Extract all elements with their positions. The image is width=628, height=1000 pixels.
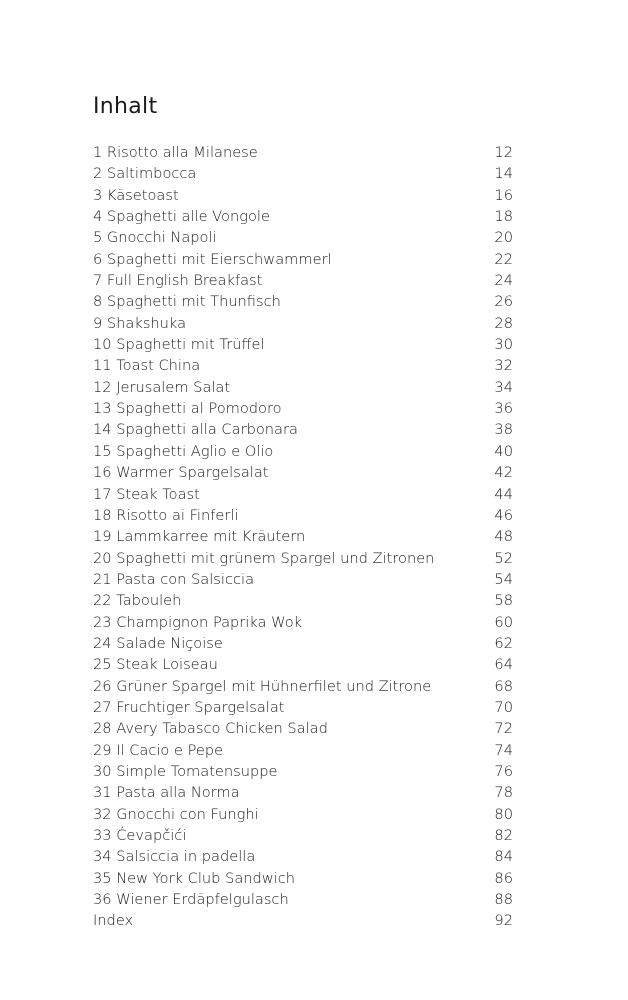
- toc-entry-page-number: 22: [494, 250, 513, 268]
- toc-entry: [93, 462, 513, 483]
- toc-entry-page-number: 76: [494, 762, 513, 780]
- toc-entry: [93, 548, 513, 569]
- toc-entry-title: 31 Pasta alla Norma: [93, 784, 240, 802]
- toc-entry-page-number: 26: [494, 293, 513, 311]
- toc-entry-title: 22 Tabouleh: [93, 592, 182, 610]
- toc-entry: [93, 334, 513, 355]
- toc-entry: [93, 718, 513, 739]
- toc-entry: [93, 142, 513, 163]
- toc-entry-title: 7 Full English Breakfast: [93, 272, 263, 290]
- toc-entry: [93, 782, 513, 803]
- toc-entry: [93, 206, 513, 227]
- toc-entry-title: 19 Lammkarree mit Kräutern: [93, 528, 306, 546]
- toc-entry-page-number: 40: [494, 442, 513, 460]
- toc-entry-title: 1 Risotto alla Milanese: [93, 144, 258, 161]
- toc-entry-page-number: 28: [494, 314, 513, 332]
- toc-entry: [93, 441, 513, 462]
- toc-entry: [93, 291, 513, 312]
- toc-entry-page-number: 48: [494, 528, 513, 546]
- toc-entry-page-number: 42: [494, 464, 513, 482]
- toc-entry: [93, 249, 513, 270]
- toc-entry-title: 32 Gnocchi con Funghi: [93, 805, 259, 823]
- toc-entry-title: 26 Grüner Spargel mit Hühnerfilet und Zitrone: [93, 677, 432, 695]
- toc-entry-page-number: 32: [494, 357, 513, 375]
- toc-entry-page-number: 46: [494, 506, 513, 524]
- toc-entry-page-number: 24: [494, 272, 513, 290]
- toc-entry-title: 9 Shakshuka: [93, 314, 187, 332]
- toc-entry-page-number: 88: [494, 891, 513, 909]
- toc-entry-title: 4 Spaghetti alle Vongole: [93, 208, 270, 226]
- toc-entry-title: 24 Salade Niçoise: [93, 634, 223, 652]
- page-title: Inhalt: [93, 94, 158, 119]
- toc-entry-page-number: 14: [494, 165, 513, 183]
- toc-entry-page-number: 18: [494, 208, 513, 226]
- toc-entry: [93, 889, 513, 910]
- toc-entry: [93, 654, 513, 675]
- table-of-contents: [93, 142, 513, 932]
- toc-entry: [93, 163, 513, 184]
- toc-entry: [93, 825, 513, 846]
- toc-entry-title: 10 Spaghetti mit Trüffel: [93, 336, 265, 354]
- toc-entry-page-number: 70: [494, 698, 513, 716]
- toc-entry-page-number: 60: [494, 613, 513, 631]
- toc-entry-page-number: 74: [494, 741, 513, 759]
- toc-entry-page-number: 12: [494, 144, 513, 161]
- toc-entry-page-number: 84: [494, 848, 513, 866]
- toc-entry: [93, 846, 513, 867]
- toc-entry: [93, 910, 513, 931]
- toc-entry-page-number: 52: [494, 549, 513, 567]
- toc-entry-title: 15 Spaghetti Aglio e Olio: [93, 442, 274, 460]
- toc-entry-title: Index: [93, 912, 134, 930]
- toc-entry: [93, 676, 513, 697]
- toc-entry-title: 29 Il Cacio e Pepe: [93, 741, 224, 759]
- toc-entry: [93, 868, 513, 889]
- toc-entry: [93, 633, 513, 654]
- toc-entry: [93, 526, 513, 547]
- toc-entry-title: 28 Avery Tabasco Chicken Salad: [93, 720, 328, 738]
- toc-entry-title: 13 Spaghetti al Pomodoro: [93, 400, 282, 418]
- toc-entry-title: 12 Jerusalem Salat: [93, 378, 231, 396]
- toc-entry-title: 8 Spaghetti mit Thunfisch: [93, 293, 281, 311]
- toc-entry-title: 35 New York Club Sandwich: [93, 869, 296, 887]
- toc-entry-title: 21 Pasta con Salsiccia: [93, 570, 255, 588]
- toc-entry-page-number: 44: [494, 485, 513, 503]
- toc-entry: [93, 697, 513, 718]
- toc-entry-title: 17 Steak Toast: [93, 485, 200, 503]
- toc-entry-title: 33 Ćevapčići: [93, 827, 187, 844]
- toc-entry-page-number: 62: [494, 634, 513, 652]
- toc-entry: [93, 612, 513, 633]
- toc-entry: [93, 419, 513, 440]
- toc-entry-page-number: 20: [494, 229, 513, 247]
- toc-entry: [93, 313, 513, 334]
- toc-entry-title: 36 Wiener Erdäpfelgulasch: [93, 891, 289, 909]
- toc-entry: [93, 740, 513, 761]
- toc-entry-page-number: 64: [494, 656, 513, 674]
- toc-entry: [93, 270, 513, 291]
- toc-entry-title: 3 Käsetoast: [93, 186, 179, 204]
- toc-entry-title: 23 Champignon Paprika Wok: [93, 613, 303, 631]
- toc-entry-page-number: 36: [494, 400, 513, 418]
- toc-entry-page-number: 86: [494, 869, 513, 887]
- toc-entry: [93, 355, 513, 376]
- toc-entry: [93, 398, 513, 419]
- toc-entry-page-number: 78: [494, 784, 513, 802]
- toc-entry-page-number: 72: [494, 720, 513, 738]
- toc-entry-title: 11 Toast China: [93, 357, 201, 375]
- toc-entry-title: 6 Spaghetti mit Eierschwammerl: [93, 250, 332, 268]
- toc-entry: [93, 227, 513, 248]
- toc-entry: [93, 484, 513, 505]
- toc-entry-title: 20 Spaghetti mit grünem Spargel und Zitronen: [93, 549, 435, 567]
- toc-entry-title: 25 Steak Loiseau: [93, 656, 218, 674]
- toc-entry-title: 16 Warmer Spargelsalat: [93, 464, 269, 482]
- toc-entry-page-number: 30: [494, 336, 513, 354]
- toc-entry-page-number: 34: [494, 378, 513, 396]
- toc-entry-page-number: 92: [494, 912, 513, 930]
- toc-entry-title: 27 Fruchtiger Spargelsalat: [93, 698, 285, 716]
- toc-entry: [93, 761, 513, 782]
- toc-entry-title: 30 Simple Tomatensuppe: [93, 762, 278, 780]
- toc-entry: [93, 185, 513, 206]
- toc-entry-page-number: 58: [494, 592, 513, 610]
- toc-entry-title: 5 Gnocchi Napoli: [93, 229, 217, 247]
- toc-entry-page-number: 16: [494, 186, 513, 204]
- toc-entry: [93, 569, 513, 590]
- toc-entry-title: 2 Saltimbocca: [93, 165, 197, 183]
- toc-entry-page-number: 82: [494, 827, 513, 844]
- toc-entry: [93, 590, 513, 611]
- toc-entry-page-number: 80: [494, 805, 513, 823]
- toc-entry: [93, 377, 513, 398]
- toc-entry: [93, 505, 513, 526]
- toc-entry-page-number: 38: [494, 421, 513, 439]
- toc-entry-page-number: 54: [494, 570, 513, 588]
- toc-entry: [93, 804, 513, 825]
- toc-entry-title: 18 Risotto ai Finferli: [93, 506, 239, 524]
- toc-entry-title: 34 Salsiccia in padella: [93, 848, 256, 866]
- toc-entry-title: 14 Spaghetti alla Carbonara: [93, 421, 298, 439]
- toc-entry-page-number: 68: [494, 677, 513, 695]
